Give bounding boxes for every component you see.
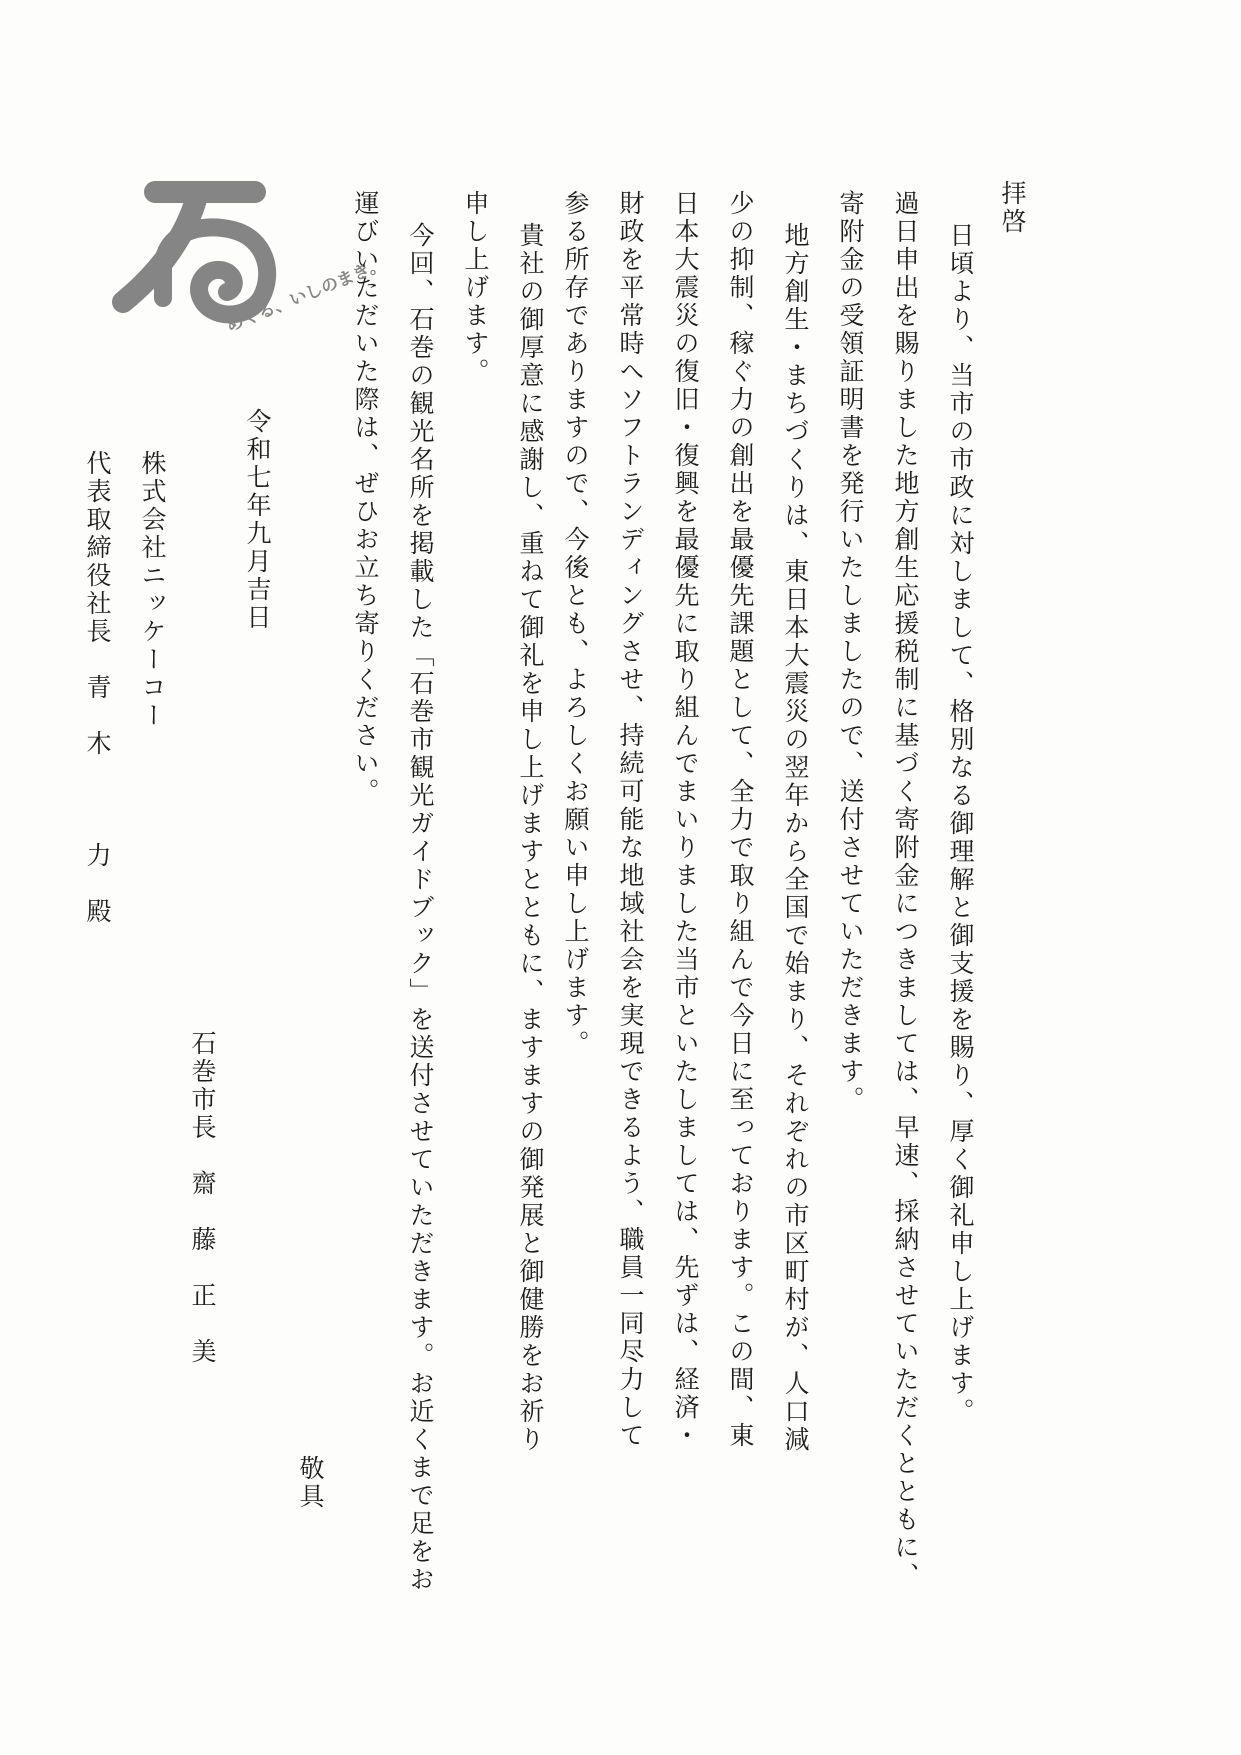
- letter-date: 令和七年九月吉日: [243, 408, 272, 632]
- logo-tagline: めぐる、いしのまき。: [223, 254, 389, 337]
- closing-remark: 敬具: [296, 1455, 325, 1511]
- body-line-10: 申し上げます。: [461, 190, 490, 386]
- body-line-1: 日頃より、当市の市政に対しまして、格別なる御理解と御支援を賜り、厚く御礼申し上げます。: [946, 222, 975, 1426]
- body-line-5: 少の抑制、稼ぐ力の創出を最優先課題として、全力で取り組んで今日に至っております。この間、東: [726, 190, 755, 1450]
- body-line-12: 運びいただいた際は、ぜひお立ち寄りください。: [351, 190, 380, 806]
- recipient-name: 代表取締役社長 青 木 力 殿: [83, 450, 112, 926]
- city-logo: [115, 180, 389, 340]
- stone-logo-icon: [115, 180, 389, 340]
- body-line-7: 財政を平常時へソフトランディングさせ、持続可能な地域社会を実現できるよう、職員一同尽力して: [616, 190, 645, 1450]
- body-line-11: 今回、石巻の観光名所を掲載した「石巻市観光ガイドブック」を送付させていただきます。お近くまで足をお: [406, 222, 435, 1594]
- opening-salutation: 拝啓: [998, 180, 1027, 236]
- sender-signature: 石巻市長 齋 藤 正 美: [188, 1030, 217, 1366]
- body-line-4: 地方創生・まちづくりは、東日本大震災の翌年から全国で始まり、それぞれの市区町村が、人口減: [781, 222, 810, 1454]
- body-line-8: 参る所存でありますので、今後とも、よろしくお願い申し上げます。: [561, 190, 590, 1058]
- body-line-2: 過日申出を賜りました地方創生応援税制に基づく寄附金につきましては、早速、採納させていただくとともに、: [891, 190, 920, 1590]
- body-line-6: 日本大震災の復旧・復興を最優先に取り組んでまいりました当市といたしましては、先ずは、経済・: [671, 190, 700, 1450]
- recipient-company: 株式会社ニッケーコー: [138, 450, 167, 730]
- body-line-9: 貴社の御厚意に感謝し、重ねて御礼を申し上げますとともに、ますますの御発展と御健勝をお祈り: [516, 222, 545, 1454]
- body-line-3: 寄附金の受領証明書を発行いたしましたので、送付させていただきます。: [836, 190, 865, 1114]
